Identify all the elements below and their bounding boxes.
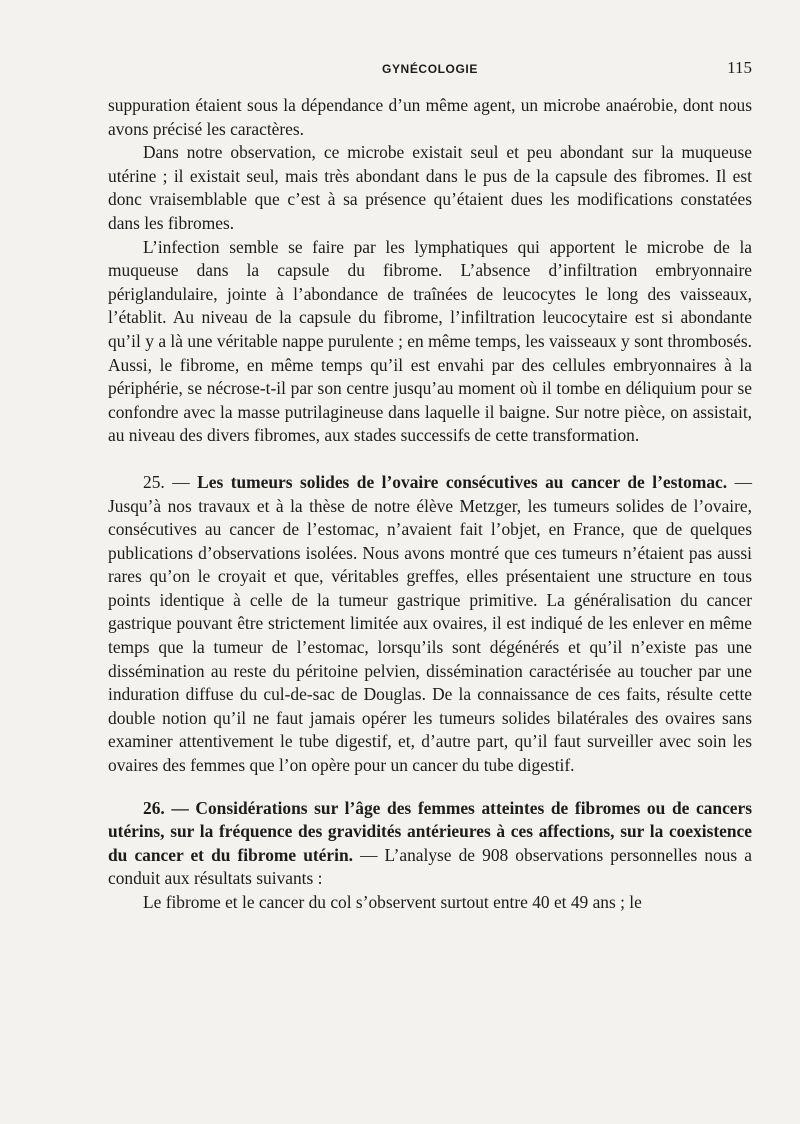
section-26-body: — L’analyse de 908 observations personnelles nous a conduit aux résultats suivants :	[108, 844, 752, 889]
paragraph-infection: L’infection semble se faire par les lymphatiques qui apportent le microbe de la muqueuse dans la capsule du fibrome. L’absence d’infiltration embryonnaire périglandulaire, jointe à l’abondance de traînées de leucocytes le long des vaisseaux, l’établit. Au niveau de la capsule du fibrome, l’infiltration leucocytaire est si abondante qu’il y a là une véritable nappe purulente ; en même temps, les vaisseaux y sont thrombosés. Aussi, le fibrome, en même temps qu’il est envahi par des cellules embryonnaires à la périphérie, se nécrose-t-il par son centre jusqu’au moment où il tombe en déliquium pour se confondre avec la masse putrilagineuse dans laquelle il baigne. Sur notre pièce, on assistait, au niveau des divers fibromes, aux stades successifs de cette transformation.	[108, 236, 752, 446]
paragraph-continuation: suppuration étaient sous la dépendance d’un même agent, un microbe anaérobie, dont nous avons précisé les caractères.	[108, 95, 752, 139]
body-text	[108, 94, 752, 915]
paragraph-observation: Dans notre observation, ce microbe existait seul et peu abondant sur la muqueuse utérine ; il existait seul, mais très abondant dans le pus de la capsule des fibromes. Il est donc vraisemblable que c’est à sa présence qu’étaient dues les modifications constatées dans les fibromes.	[108, 142, 752, 233]
section-26-heading: 26. — Considérations sur l’âge des femmes atteintes de fibromes ou de cancers utérins, sur la fréquence des gravidités antérieures à ces affections, sur la coexistence du cancer et du fibrome utérin.	[108, 797, 752, 865]
section-25-body: — Jusqu’à nos travaux et à la thèse de notre élève Metzger, les tumeurs solides de l’ovaire, consécutives au cancer de l’estomac, n’avaient fait l’objet, en France, que de quelques publications d’observations isolées. Nous avons montré que ces tumeurs n’étaient pas aussi rares qu’on le croyait et que, véritables greffes, elles présentaient une structure en tous points identique à celle de la tumeur gastrique primitive. La généralisation du cancer gastrique pouvant être strictement limitée aux ovaires, il est indiqué de les enlever en même temps que la tumeur de l’estomac, lorsqu’ils sont dégénérés et qu’il n’existe pas une dissémination au reste du péritoine pelvien, dissémination caractérisée au toucher par une induration diffuse du cul-de-sac de Douglas. De la connaissance de ces faits, résulte cette double notion qu’il ne faut jamais opérer les tumeurs solides bilatérales des ovaires sans examiner attentivement le tube digestif, et, d’autre part, qu’il faut surveiller avec soin les ovaires des femmes que l’on opère pour un cancer du tube digestif.	[108, 471, 752, 776]
page-number: 115	[727, 58, 752, 77]
section-25-heading: Les tumeurs solides de l’ovaire consécutives au cancer de l’estomac.	[197, 471, 728, 492]
running-title: GYNÉCOLOGIE	[382, 62, 478, 76]
section-25	[108, 471, 752, 778]
section-26	[108, 797, 752, 891]
section-25-number: 25. —	[143, 471, 190, 492]
page-header	[108, 58, 752, 82]
paragraph-age: Le fibrome et le cancer du col s’observent surtout entre 40 et 49 ans ; le	[143, 892, 642, 912]
